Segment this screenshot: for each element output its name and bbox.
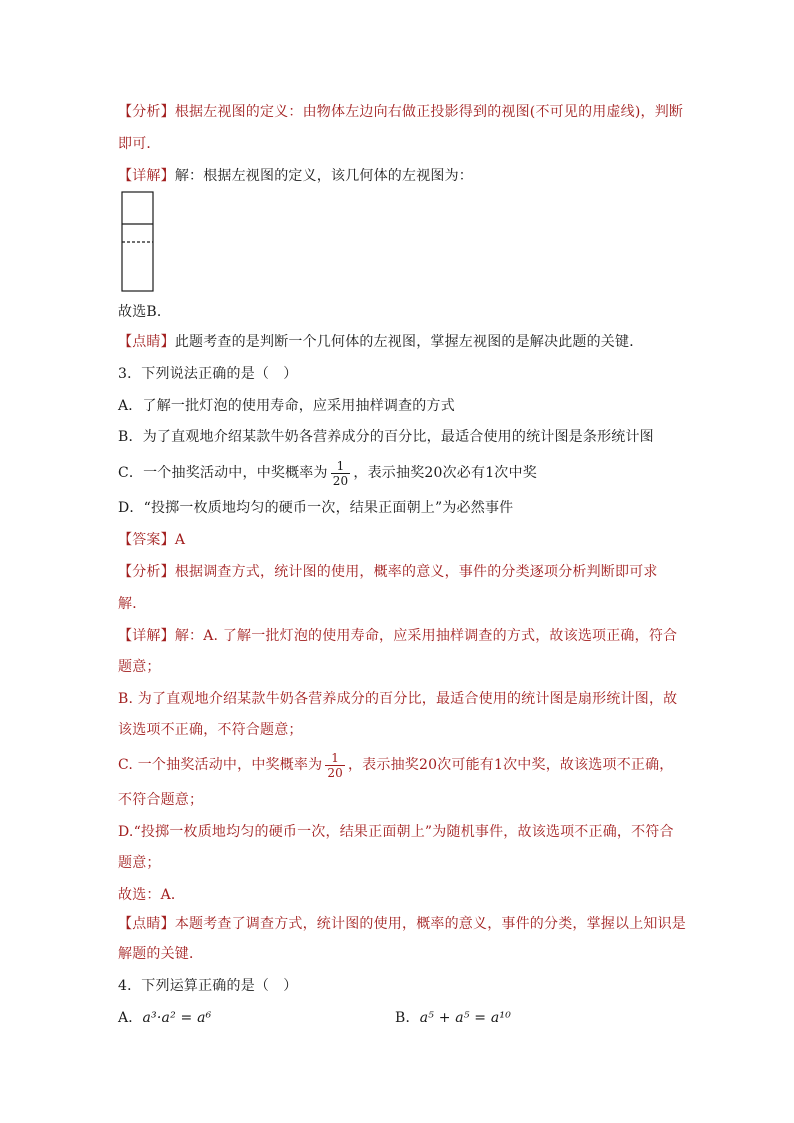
- q3-comment-line2: 解题的关键．: [118, 946, 204, 962]
- option-b-expr: a⁵ + a⁵ = a¹⁰: [419, 1010, 512, 1026]
- detail-tag: 【详解】: [118, 168, 175, 184]
- fraction-numerator: 1: [325, 751, 345, 766]
- analysis-tag: 【分析】: [118, 564, 175, 580]
- answer-tag: 【答案】: [118, 532, 175, 548]
- q3-detail-d-line1: D.“投掷一枚质地均匀的硬币一次，结果正面朝上”为随机事件，故该选项不正确，不符合: [118, 824, 674, 840]
- detail-tag: 【详解】: [118, 628, 175, 644]
- option-c-text: C．一个抽奖活动中，中奖概率为: [118, 465, 328, 481]
- option-c-text-end: ，表示抽奖20次必有1次中奖: [353, 465, 537, 481]
- q4-option-b: [395, 1008, 511, 1028]
- comment-text: 此题考查的是判断一个几何体的左视图，掌握左视图的是解决此题的关键．: [174, 334, 644, 350]
- fraction: [331, 459, 351, 488]
- analysis-text: 根据左视图的定义：由物体左边向右做正投影得到的视图(不可见的用虚线)，判断: [174, 104, 684, 120]
- comment-tag: 【点睛】: [118, 334, 175, 350]
- q3-detail-b-line2: 该选项不正确，不符合题意；: [118, 722, 303, 738]
- q3-choice: 故选：A．: [118, 887, 186, 903]
- left-view-figure: [121, 191, 155, 293]
- option-a-expr: a³·a² = a⁶: [142, 1010, 212, 1026]
- answer-value: A: [174, 532, 186, 548]
- option-b-label: B．: [395, 1010, 420, 1026]
- fraction-numerator: 1: [331, 459, 351, 474]
- q3-option-a: A．了解一批灯泡的使用寿命，应采用抽样调查的方式: [118, 398, 455, 414]
- q3-detail-c: [118, 748, 674, 782]
- q3-option-b: B．为了直观地介绍某款牛奶各营养成分的百分比，最适合使用的统计图是条形统计图: [118, 429, 654, 445]
- q3-analysis-line2: 解．: [118, 596, 147, 612]
- q3-detail-d-line2: 题意；: [118, 855, 161, 871]
- q4-stem: 4．下列运算正确的是（ ）: [118, 978, 298, 994]
- q2-comment: [118, 332, 643, 352]
- detail-c-text-end: ，表示抽奖20次可能有1次中奖，故该选项不正确，: [347, 757, 674, 773]
- fraction-denominator: 20: [327, 765, 343, 780]
- q3-comment: [118, 914, 686, 934]
- detail-a-text: 解：A. 了解一批灯泡的使用寿命，应采用抽样调查的方式，故该选项正确，符合: [174, 628, 678, 644]
- fraction-denominator: 20: [332, 473, 349, 488]
- q3-stem: 3．下列说法正确的是（ ）: [118, 366, 298, 382]
- q2-analysis-line2: 即可．: [118, 136, 161, 152]
- comment-text: 本题考查了调查方式，统计图的使用，概率的意义，事件的分类，掌握以上知识是: [174, 916, 687, 932]
- analysis-tag: 【分析】: [118, 104, 175, 120]
- analysis-text: 根据调查方式，统计图的使用，概率的意义，事件的分类逐项分析判断即可求: [174, 564, 658, 580]
- q3-analysis: [118, 562, 658, 582]
- q3-option-c: [118, 456, 537, 490]
- q2-detail: [118, 166, 473, 186]
- detail-text: 解：根据左视图的定义，该几何体的左视图为：: [174, 168, 474, 184]
- fraction: [325, 751, 345, 780]
- q3-detail-c-line2: 不符合题意；: [118, 792, 204, 808]
- q3-answer: [118, 530, 185, 550]
- comment-tag: 【点睛】: [118, 916, 175, 932]
- q3-option-d: D．“投掷一枚质地均匀的硬币一次，结果正面朝上”为必然事件: [118, 500, 514, 516]
- q2-analysis: [118, 102, 683, 122]
- detail-c-text: C. 一个抽奖活动中，中奖概率为: [118, 757, 323, 773]
- q2-choice: 故选B．: [118, 304, 172, 320]
- option-a-label: A．: [118, 1010, 143, 1026]
- q3-detail-a: [118, 626, 677, 646]
- q3-detail-b-line1: B. 为了直观地介绍某款牛奶各营养成分的百分比，最适合使用的统计图是扇形统计图，故: [118, 691, 678, 707]
- q3-detail-a-line2: 题意；: [118, 659, 161, 675]
- q4-option-a: [118, 1008, 211, 1028]
